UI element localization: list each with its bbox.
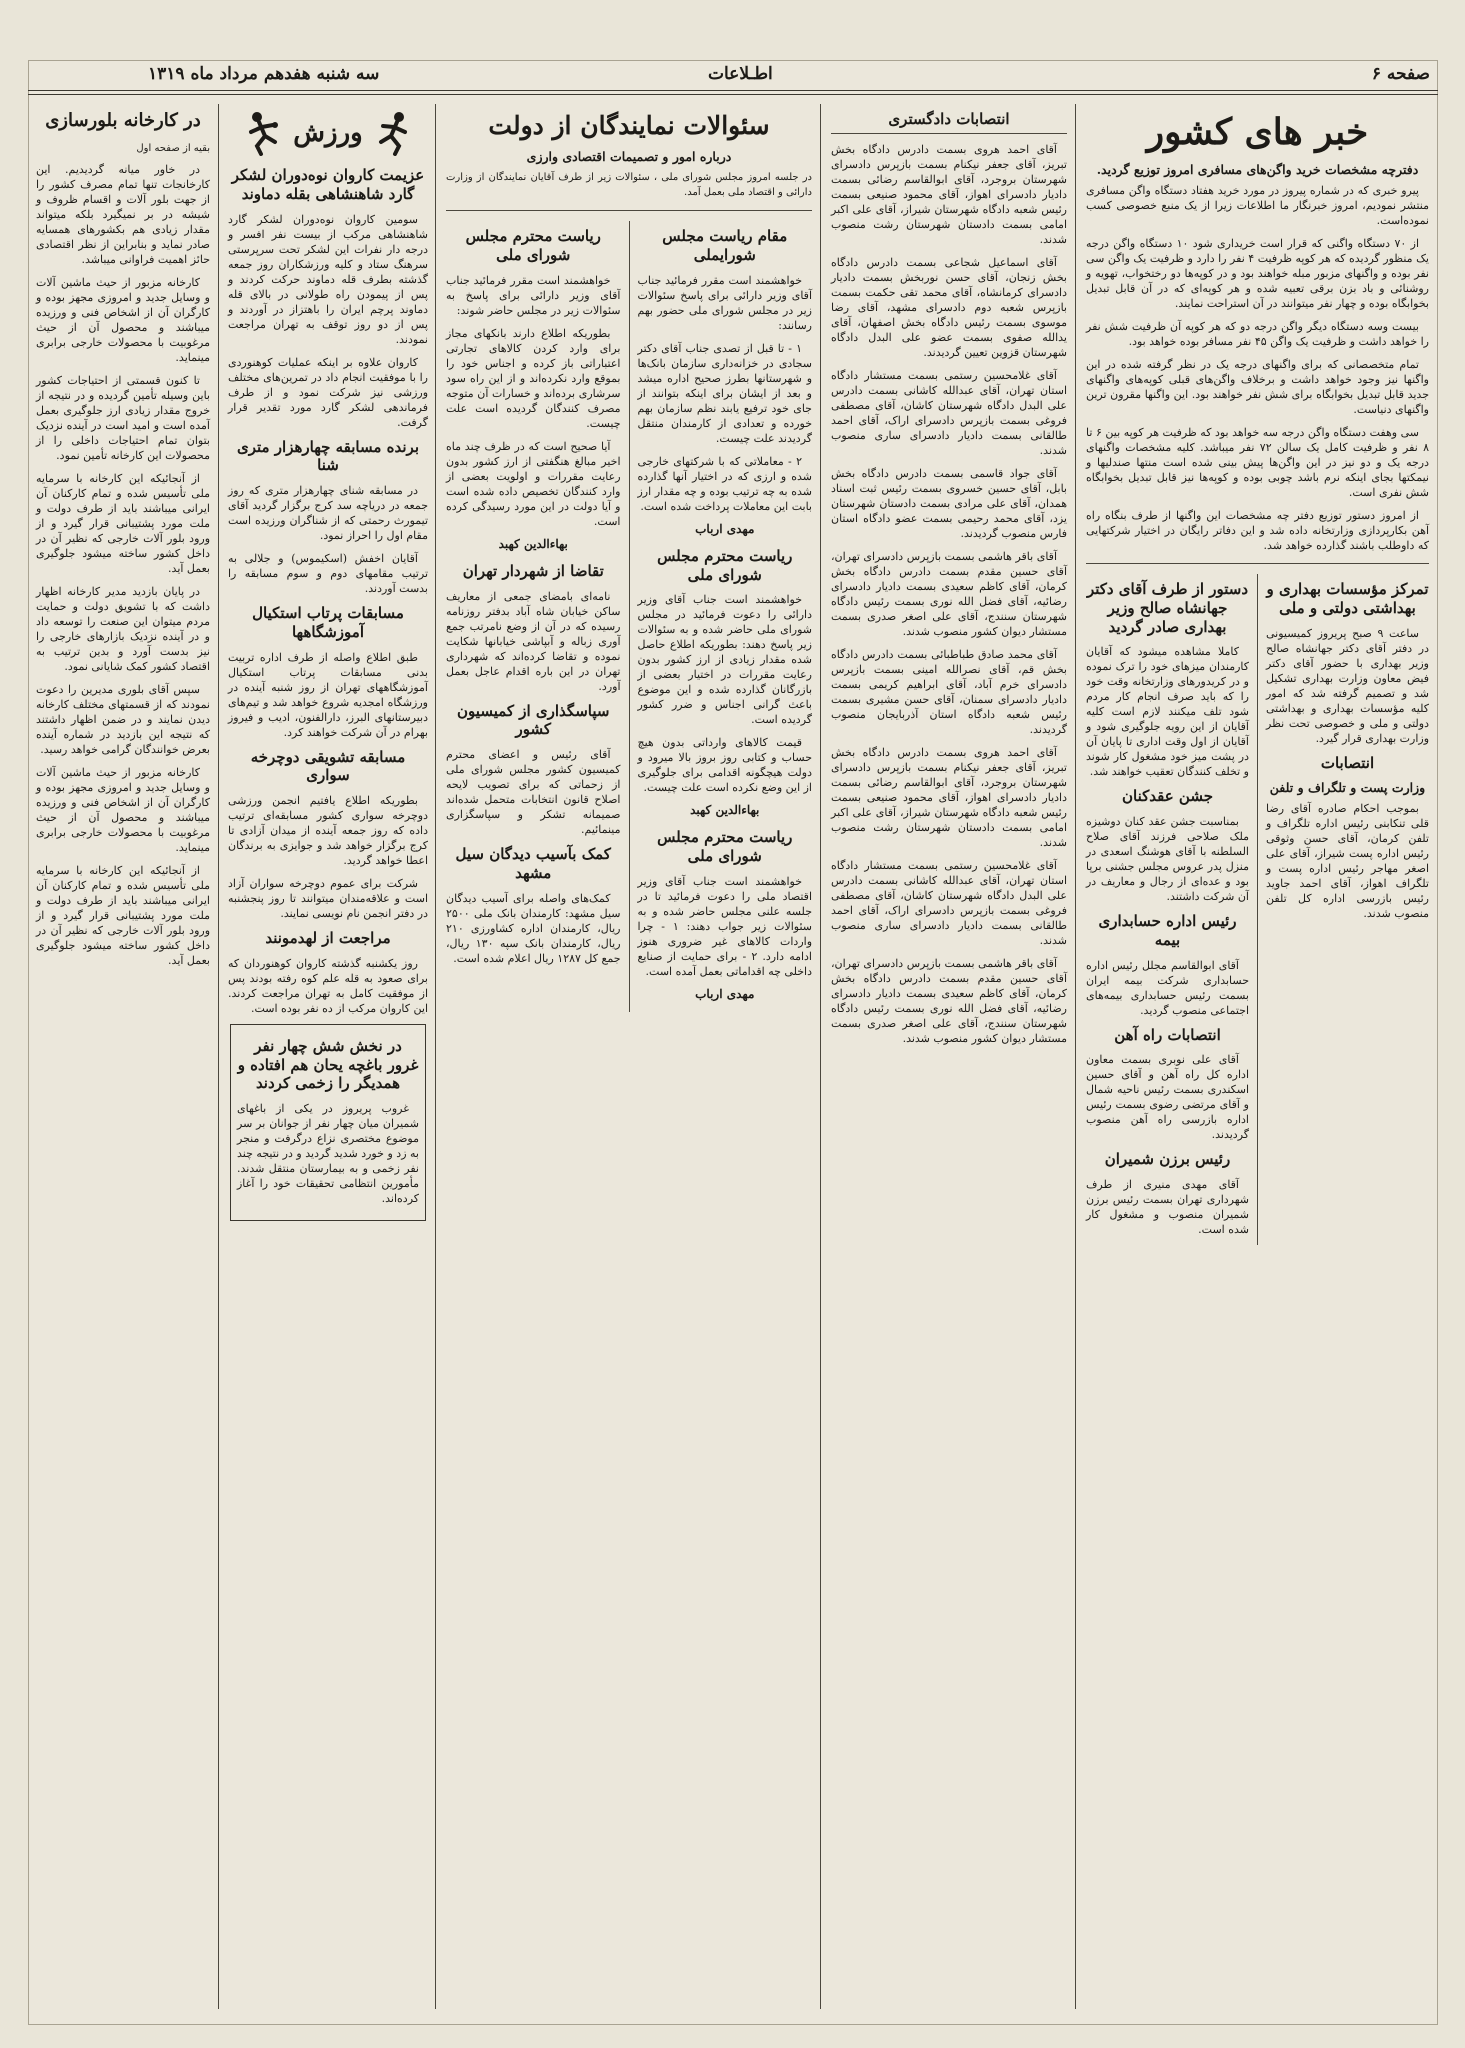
article-headline: ریاست محترم مجلس شورای ملی <box>465 227 601 264</box>
article-paragraph: کاروان علاوه بر اینکه عملیات کوهنوردی را با موفقیت انجام داد در تمرین‌های مختلف ورزشی نیز شرکت نمود و از طرف فرماندهی لشکر گارد مورد تقدیر قرار گرفت. <box>228 355 428 429</box>
article-headline: مراجعت از لهدمونند <box>265 929 391 947</box>
article-paragraph: طبق اطلاع واصله از طرف اداره تربیت بدنی مسابقات پرتاب استکیال آموزشگاههای تهران از روز شنبه آینده در ورزشگاه امجدیه شروع خواهد شد و تیم‌های دبیرستانهای البرز، دارالفنون، ادیب و فیروز بهرام در آن شرکت خواهند کرد. <box>228 650 428 739</box>
article-paragraph: آقای مهدی منیری از طرف شهرداری تهران بسمت رئیس برزن شمیران منصوب و مشغول کار شده است. <box>1086 1178 1249 1236</box>
article-paragraph: در پایان بازدید مدیر کارخانه اظهار داشت که با تشویق دولت و حمایت مردم میتوان این صنعت را توسعه داد و در آینده نزدیک بازارهای خارجی را نیز بدست آورد و بدین ترتیب به اقتصاد کشور کمک شایانی نمود. <box>36 584 210 673</box>
article-paragraph: آقای غلامحسین رستمی بسمت مستشار دادگاه استان تهران، آقای عبدالله کاشانی بسمت دادرس علی البدل دادگاه شهرستان کاشان، آقای مصطفی فروغی بسمت بازپرس دادسرای اراک، آقای احمد طالقانی بسمت دادیار دادسرای ساری منصوب شدند. <box>831 368 1067 457</box>
article-paragraph: کارخانه مزبور از حیث ماشین آلات و وسایل جدید و امروزی مجهز بوده و کارگران آن از اشخاص فنی و ورزیده میباشند و محصول آن از حیث مرغوبیت با محصولات خارجی برابری مینماید. <box>36 765 210 854</box>
page-number: صفحه ۶ <box>1371 64 1430 84</box>
article-paragraph: کارخانه مزبور از حیث ماشین آلات و وسایل جدید و امروزی مجهز بوده و کارگران آن از اشخاص فنی و ورزیده میباشند و محصول آن از حیث مرغوبیت با محصولات خارجی برابری مینماید. <box>36 275 210 364</box>
article-headline: دستور از طرف آقای دکتر جهانشاه صالح وزیر بهداری صادر گردید <box>1086 580 1249 636</box>
article-paragraph: ۲ - معاملاتی که با شرکتهای خارجی شده و ارزی که در اختیار آنها گذارده شده به چه ترتیب بوده و چه مقدار ارز بابت این معاملات پرداخت شده است. <box>637 454 812 513</box>
article-subtitle: دفترچه مشخصات خرید واگن‌های مسافری امروز توزیع گردید. <box>1096 162 1419 177</box>
continued-note: بقیه از صفحه اول <box>136 142 210 154</box>
signature: مهدی ارباب <box>695 986 755 1001</box>
column-sports <box>222 104 434 2009</box>
article-paragraph: در مسابقه شنای چهارهزار متری که روز جمعه در دریاچه سد کرج برگزار گردید آقای تیمورث رحمتی که از شناگران ورزیده است مقام اول را احراز نمود. <box>228 484 428 542</box>
news-box <box>230 1024 426 1221</box>
column-divider <box>218 104 219 2009</box>
page-header <box>28 64 1438 88</box>
article-headline: مقام ریاست مجلس شورایملی <box>662 227 788 264</box>
article-headline: ریاست محترم مجلس شورای ملی <box>657 828 793 865</box>
section-title: انتصابات دادگستری <box>831 110 1067 134</box>
article-paragraph: آقای جواد قاسمی بسمت دادرس دادگاه بخش بابل، آقای حسین خسروی بسمت رئیس ثبت اسناد همدان، آقای علی مرادی بسمت دادستان شهرستان یزد، آقای محمد رحیمی بسمت عضو دادگاه استان فارس منصوب گردیدند. <box>831 466 1067 540</box>
article-paragraph: بطوریکه اطلاع یافتیم انجمن ورزشی دوچرخه سواری کشور مسابقه‌ای ترتیب داده که روز جمعه آینده از میدان آزادی تا کرج برگزار خواهد شد و جوایزی به برندگان اعطا خواهد گردید. <box>228 794 428 867</box>
article-paragraph: بیست وسه دستگاه دیگر واگن درجه دو که هر کوپه آن ظرفیت شش نفر را خواهد داشت و ظرفیت یک واگن ۴۵ نفر مسافر بوده خواهد بود. <box>1086 320 1429 348</box>
article-paragraph: آقای رئیس و اعضای محترم کمیسیون کشور مجلس شورای ملی از زحماتی که برای تصویب لایحه اصلاح قانون انتخابات متحمل شده‌اند صمیمانه تشکر و سپاسگزاری مینمائیم. <box>446 748 621 836</box>
article-paragraph: آقای باقر هاشمی بسمت بازپرس دادسرای تهران، آقای حسین مقدم بسمت دادرس دادگاه بخش کرمان، آقای کاظم سعیدی بسمت دادیار دادسرای رضائیه، آقای فضل الله نوری بسمت رئیس دادگاه شهرستان سنندج، آقای علی اصغر صدری بسمت مستشار دیوان کشور منصوب شدند. <box>831 956 1067 1045</box>
article-headline: انتصابات راه آهن <box>1114 1025 1221 1044</box>
article-paragraph: آقای باقر هاشمی بسمت بازپرس دادسرای تهران، آقای حسین مقدم بسمت دادرس دادگاه بخش کرمان، آقای کاظم سعیدی بسمت دادیار دادسرای رضائیه، آقای فضل الله نوری بسمت رئیس دادگاه شهرستان سنندج، آقای علی اصغر صدری بسمت مستشار دیوان کشور منصوب شدند. <box>831 549 1067 638</box>
article-paragraph: آقای احمد هروی بسمت دادرس دادگاه بخش تبریز، آقای جعفر نیکنام بسمت بازپرس دادسرای شهرستان بروجرد، آقای ابوالقاسم رضائی بسمت دادیار دادسرای اهواز، آقای محمود صنیعی بسمت رئیس شعبه دادگاه شهرستان شیراز، آقای علی اکبر امامی بسمت دادستان شهرستان رشت منصوب شدند. <box>831 142 1067 246</box>
article-headline: تقاضا از شهردار تهران <box>462 561 604 580</box>
article-headline: انتصابات <box>1320 753 1375 772</box>
article-paragraph: خواهشمند است مقرر فرمائید جناب آقای وزیر دارائی برای پاسخ سئوالات زیر در مجلس شورای ملی حضور بهم رسانند: <box>637 273 812 332</box>
article-paragraph: قیمت کالاهای وارداتی بدون هیچ حساب و کتابی روز بروز بالا میرود و دولت هیچگونه اقدامی برای جلوگیری از این وضع نکرده است علت چیست. <box>637 736 812 795</box>
article-paragraph: بطوریکه اطلاع دارند بانکهای مجاز برای وارد کردن کالاهای تجارتی اعتباراتی باز کرده و اجناس خود را بموقع وارد نکرده‌اند و از این راه سود سرشاری برده‌اند و خسارات آن متوجه مصرف کنندگان گردیده است علت چیست. <box>446 326 621 430</box>
article-paragraph: آقایان اخفش (اسکیموس) و جلالی به ترتیب مقامهای دوم و سوم مسابقه را بدست آوردند. <box>228 552 428 595</box>
article-paragraph: ساعت ۹ صبح پریروز کمیسیونی در دفتر آقای دکتر جهانشاه صالح وزیر بهداری با حضور آقای دکتر فیض معاون وزارت بهداری تشکیل شد و تصمیم گرفته شد که امور کلیه مؤسسات بهداری و بهداشتی دولتی و ملی و خصوصی تحت نظر وزارت بهداری قرار گیرد. <box>1266 626 1429 745</box>
column-divider <box>1075 104 1076 2009</box>
column-divider <box>435 104 436 2009</box>
masthead: اطـلاعات <box>708 64 773 84</box>
article-paragraph: سومین کاروان نوه‌دوران لشکر گارد شاهنشاهی مرکب از بیست نفر افسر و درجه دار نفرات این لشکر تحت سرپرستی سرهنگ ستاد و کلیه ورزشکاران روز جمعه گذشته بطرف قله دماوند حرکت کردند و پس از پیمودن راه طولانی در بالای قله دماوند پرچم ایران را باهتزاز در آوردند و پس از دو روز توقف به تهران مراجعت نمودند. <box>228 212 428 346</box>
article-paragraph: نامه‌ای بامضای جمعی از معاریف ساکن خیابان شاه آباد بدفتر روزنامه رسیده که در آن از وضع نامرتب جمع آوری زباله و آبپاشی خیابانها شکایت نموده و تقاضا کرده‌اند که شهرداری تهران در این باره اقدام عاجل بعمل آورد. <box>446 589 621 693</box>
date-line: سه شنبه هفدهم مرداد ماه ۱۳۱۹ <box>148 64 380 84</box>
section-title: در کارخانه بلورسازی <box>45 110 201 131</box>
article-paragraph: بموجب احکام صادره آقای رضا قلی تنکابنی رئیس اداره تلگراف و تلفن کرمان، آقای حسن وثوقی رئیس اداره پست شیراز، آقای علی اصغر مهاجر رئیس اداره پست و تلگراف اهواز، آقای احمد جاوید رئیس بازرسی اداره کل تلفن منصوب شدند. <box>1266 802 1429 921</box>
signature: مهدی ارباب <box>695 521 755 536</box>
article-paragraph: از آنجائیکه این کارخانه با سرمایه ملی تأسیس شده و تمام کارکنان آن ایرانی میباشند باید از طرف دولت و ملت مورد پشتیبانی قرار گیرد و از ورود بلور آلات خارجی که نظیر آن در داخل کشور ساخته میشود جلوگیری بعمل آید. <box>36 863 210 967</box>
article-headline: جشن عقدکنان <box>1122 787 1213 806</box>
column-country-news <box>1080 104 1435 2009</box>
article-paragraph: خواهشمند است مقرر فرمائید جناب آقای وزیر دارائی برای پاسخ به سئوالات زیر در مجلس حاضر شوند: <box>446 273 621 317</box>
article-paragraph: ۱ - تا قبل از تصدی جناب آقای دکتر سجادی در خزانه‌داری سازمان بانک‌ها و شهرستانها بطرز صحیح اداره میشد و بعد از ایشان برای اینکه بتوانند از جای خود ترفیع یابند نظم سازمان بهم خورده و تعدادی از کارمندان منتقل گردیدند علت چیست. <box>637 341 812 445</box>
article-paragraph: خواهشمند است جناب آقای وزیر اقتصاد ملی را دعوت فرمائید تا در جلسه علنی مجلس حاضر شده و به سئوالات زیر جواب دهند: ۱ - چرا واردات کالاهای غیر ضروری هنوز ادامه دارد. ۲ - برای حمایت از صنایع داخلی چه اقداماتی بعمل آمده است. <box>637 874 812 978</box>
article-paragraph: از امروز دستور توزیع دفتر چه مشخصات این واگنها از طرف بنگاه راه آهن بکارپردازی وزارتخانه داده شد و این دفاتر رایگان در اختیار شرکتهایی که داوطلب باشند گذارده خواهد شد. <box>1086 509 1429 552</box>
article-headline: تمرکز مؤسسات بهداری و بهداشتی دولتی و ملی <box>1266 580 1429 617</box>
article-headline: مسابقه تشویقی دوچرخه سواری <box>250 747 406 785</box>
article-headline: در نخش شش چهار نفر غرور باغچه یحان هم افتاده و همدیگر را زخمی کردند <box>237 1036 419 1093</box>
article-paragraph: بمناسبت جشن عقد کنان دوشیزه ملک صلاحی فرزند آقای صلاح السلطنه با آقای هوشنگ اسعدی در منزل پدر عروس مجلس جشنی برپا بود و عده‌ای از رجال و معاریف در آن شرکت داشتند. <box>1086 815 1249 903</box>
article-intro: در جلسه امروز مجلس شورای ملی ، سئوالات زیر از طرف آقایان نمایندگان از وزارت دارائی و اقتصاد ملی بعمل آمد. <box>446 172 812 199</box>
sports-header <box>228 110 428 156</box>
article-paragraph: از ۷۰ دستگاه واگنی که قرار است خریداری شود ۱۰ دستگاه واگن درجه یک منظور گردیده که هر کوپه ظرفیت ۴ نفر را دارد و ظرفیت یک واگن سی نفر بوده و واگنهای مزبور مبله خواهند بود و در کوپه‌ها دو رختخواب، تهویه و روشنائی و باد بزن برقی تعبیه شده و هر کوپه‌ای که در آن قابل تبدیل بخوابگاه بوده و چهار نفر میتوانند در آن استراحت نمایند. <box>1086 237 1429 310</box>
article-paragraph: سپس آقای بلوری مدیرین را دعوت نمودند که از قسمتهای مختلف کارخانه دیدن نمایند و در ضمن اظهار داشتند که نتیجه این بازدید در شماره آینده بعرض خوانندگان گرامی خواهد رسید. <box>36 682 210 756</box>
article-paragraph: کاملا مشاهده میشود که آقایان کارمندان میزهای خود را ترک نموده و در کریدورهای وزارتخانه وقت خود را که باید صرف انجام کار مردم شود تلف میکنند لازم است کلیه آقایان از این رویه جلوگیری شود و آقایان از اول وقت اداری تا پایان آن در پشت میز خود مشغول کار شوند و تخلف کنندگان تعقیب خواهند شد. <box>1086 645 1249 779</box>
article-paragraph: در خاور میانه گردیدیم. این کارخانجات تنها تمام مصرف کشور را از جهت بلور آلات و اقسام ظروف و شیشه در بر نمیگیرد بلکه میتواند مقدار زیادی هم بکشورهای همسایه صادر نماید و بنابراین از نظر اقتصادی حائز اهمیت فراوانی میباشد. <box>36 162 210 266</box>
article-headline: برنده مسابقه چهارهزار متری شنا <box>237 437 419 475</box>
article-headline: رئیس اداره حسابداری بیمه <box>1098 912 1237 949</box>
article-paragraph: روز یکشنبه گذشته کاروان کوهنوردان که برای صعود به قله علم کوه رفته بودند پس از موفقیت کامل به تهران مراجعت کردند. این کاروان مرکب از ده نفر بوده است. <box>228 956 428 1015</box>
runner-icon <box>369 110 417 156</box>
article-subtitle: درباره امور و تصمیمات اقتصادی وارزی <box>526 149 732 165</box>
article-paragraph: آقای اسماعیل شجاعی بسمت دادرس دادگاه بخش زنجان، آقای حسن نوربخش بسمت دادیار دادسرای کرمانشاه، آقای محمد تقی حکمت بسمت بازپرس شعبه دوم دادسرای مشهد، آقای رضا موسوی بسمت رئیس دادگاه بخش اصفهان، آقای یدالله صفوی بسمت عضو علی البدل دادگاه شهرستان قزوین تعیین گردیدند. <box>831 255 1067 359</box>
column-divider <box>1257 574 1258 1245</box>
article-headline: مسابقات پرتاب استکیال آموزشگاهها <box>252 604 404 641</box>
article-headline: ریاست محترم مجلس شورای ملی <box>657 546 793 584</box>
article-paragraph: آقای محمد صادق طباطبائی بسمت دادرس دادگاه بخش قم، آقای نصرالله امینی بسمت بازپرس دادسرای خرم آباد، آقای ابراهیم کریمی بسمت دادیار دادسرای سمنان، آقای حسن مشیری بسمت رئیس شعبه دادگاه استان آذربایجان منصوب گردیدند. <box>831 647 1067 736</box>
article-headline: عزیمت کاروان نوه‌دوران لشکر گارد شاهنشاهی بقله دماوند <box>231 166 425 203</box>
article-paragraph: کمک‌های واصله برای آسیب دیدگان سیل مشهد: کارمندان بانک ملی ۲۵۰۰ ریال، کارمندان اداره کشاورزی ۲۱۰ ریال، کارمندان بانک سپه ۱۳۰ ریال، جمع کل ۱۲۸۷ ریال اعلام شده است. <box>446 891 621 965</box>
article-paragraph: آقای ابوالقاسم مجلل رئیس اداره حسابداری شرکت بیمه ایران بسمت رئیس حسابداری بیمه‌های اجتماعی منصوب گردید. <box>1086 958 1249 1017</box>
article-headline: رئیس برزن شمیران <box>1104 1150 1231 1169</box>
article-paragraph: تمام متخصصانی که برای واگنهای درجه یک در نظر گرفته شده در این واگنها نیز وجود خواهد داشت و برخلاف واگن‌های قبلی کوپه‌های واگنهای جدید قابل تبدیل بخوابگاه برای شش نفر خواهند بود. این واگنها مقرون ترین واگنهای دنیاست. <box>1086 358 1429 416</box>
divider <box>1086 563 1429 564</box>
article-paragraph: آقای احمد هروی بسمت دادرس دادگاه بخش تبریز، آقای جعفر نیکنام بسمت بازپرس دادسرای شهرستان بروجرد، آقای ابوالقاسم رضائی بسمت دادیار دادسرای اهواز، آقای محمود صنیعی بسمت رئیس شعبه دادگاه شهرستان شیراز، آقای علی اکبر امامی بسمت دادستان شهرستان رشت منصوب شدند. <box>831 745 1067 849</box>
header-rule-2 <box>28 94 1438 95</box>
article-paragraph: خواهشمند است جناب آقای وزیر دارائی را دعوت فرمائید در مجلس شورای ملی حاضر شده و به سئوالات زیر پاسخ دهند: بطوریکه اطلاع حاصل شده مقدار زیادی از ارز کشور بدون رعایت مقررات در اختیار بعضی از بازرگانان گذارده شده و این موضوع باعث گرانی اجناس و ضرر کشور گردیده است. <box>637 593 812 727</box>
article-paragraph: شرکت برای عموم دوچرخه سواران آزاد است و علاقه‌مندان میتوانند تا روز پنجشنبه در دفتر انجمن نام نویسی نمایند. <box>228 877 428 920</box>
column-divider <box>629 221 630 1012</box>
column-judicial-appointments <box>825 104 1073 2009</box>
article-paragraph: آقای علی نوبری بسمت معاون اداره کل راه آهن و آقای حسین اسکندری بسمت رئیس ناحیه شمال و آقای مرتضی رضوی بسمت رئیس اداره بازرسی راه آهن منصوب گردیدند. <box>1086 1053 1249 1142</box>
column-divider <box>820 104 821 2009</box>
header-rule <box>28 90 1438 91</box>
article-paragraph: آیا صحیح است که در ظرف چند ماه اخیر مبالغ هنگفتی از ارز کشور بدون رعایت مقررات و اولویت بعضی از وارد کنندگان تخصیص داده شده است و آیا دولت در این مورد رسیدگی کرده است. <box>446 439 621 528</box>
column-parliament-questions <box>440 104 818 2009</box>
signature: بهاءالدین کهبد <box>498 536 568 551</box>
article-paragraph: آقای غلامحسین رستمی بسمت مستشار دادگاه استان تهران، آقای عبدالله کاشانی بسمت دادرس علی البدل دادگاه شهرستان کاشان، آقای مصطفی فروغی بسمت بازپرس دادسرای اراک، آقای احمد طالقانی بسمت دادیار دادسرای ساری منصوب شدند. <box>831 858 1067 947</box>
article-paragraph: تا کنون قسمتی از احتیاجات کشور باین وسیله تأمین گردیده و در نتیجه از خروج مقدار زیادی ارز جلوگیری بعمل آمده است و امید است در آینده نزدیک بتوان تمام احتیاجات داخلی را از محصولات این کارخانه تأمین نمود. <box>36 373 210 462</box>
signature: بهاءالدین کهبد <box>690 803 760 818</box>
article-headline: سپاسگذاری از کمیسیون کشور <box>457 701 610 739</box>
section-title: خبر های کشور <box>1146 111 1369 153</box>
article-headline: کمک بآسیب دیدگان سیل مشهد <box>455 845 611 882</box>
divider <box>446 210 812 211</box>
article-paragraph: پیرو خبری که در شماره پیروز در مورد خرید هفتاد دستگاه واگن مسافری منتشر نمودیم، امروز خبرنگار ما اطلاعات زیرا از یک منبع خصوصی کسب نموده‌است. <box>1086 184 1429 227</box>
article-paragraph: از آنجائیکه این کارخانه با سرمایه ملی تأسیس شده و تمام کارکنان آن ایرانی میباشند باید از طرف دولت و ملت مورد پشتیبانی قرار گیرد و از ورود بلور آلات خارجی که نظیر آن در داخل کشور ساخته میشود جلوگیری بعمل آید. <box>36 471 210 575</box>
column-glass-factory <box>30 104 216 2009</box>
article-paragraph: غروب پریروز در یکی از باغهای شمیران میان چهار نفر از جوانان بر سر موضوع مختصری نزاع درگرفت و منجر به زد و خورد شدید گردید و در نتیجه چند نفر زخمی و به بیمارستان منتقل شدند. مأمورین انتظامی تحقیقات خود را آغاز کرده‌اند. <box>237 1102 419 1205</box>
section-title: سئوالات نمایندگان از دولت <box>488 111 770 140</box>
boxer-icon <box>239 110 287 156</box>
article-subtitle: وزارت پست و تلگراف و تلفن <box>1269 780 1426 796</box>
sports-title: ورزش <box>293 117 363 148</box>
article-paragraph: سی وهفت دستگاه واگن درجه سه خواهد بود که ظرفیت هر کوپه بین ۶ تا ۸ نفر و ظرفیت کامل یک سالن ۷۲ نفر میباشد. کلیه مشخصات واگنهای درجه یک و دو نیز در این واگن‌ها پیش بینی شده است منتها صندلیها و نیمکتها بجای اینکه نرم باشد چوبی بوده و کوپه‌ها نیز قابل تبدیل بخوابگاه شش نفری است. <box>1086 426 1429 499</box>
